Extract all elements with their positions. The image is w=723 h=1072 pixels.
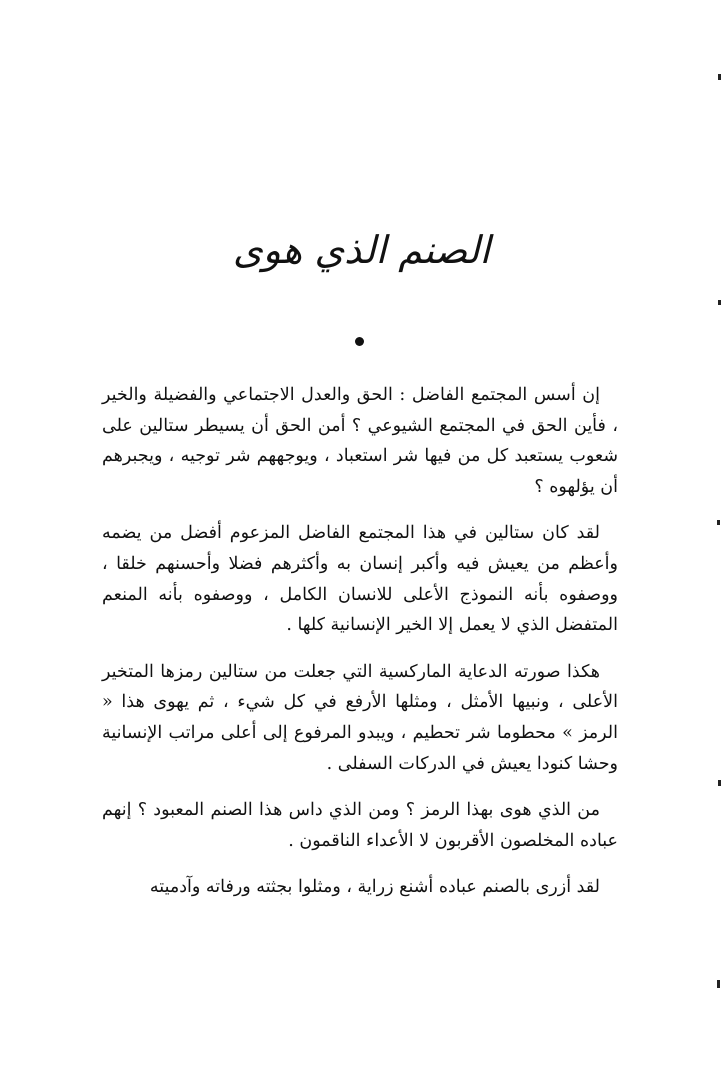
paragraph-2: لقد كان ستالين في هذا المجتمع الفاضل المزعوم أفضل من يضمه وأعظم من يعيش فيه وأكبر إنسان به وأكثرهم فضلا وأحسنهم خلقا ، ووصفوه بأنه النموذج الأعلى للانسان الكامل ، ووصفوه بأنه المنعم المتفضل الذي لا يعمل إلا الخير الإنسانية كلها . (102, 523, 618, 636)
margin-mark (718, 780, 721, 786)
body-text (102, 380, 618, 903)
chapter-title: الصنم الذي هوى (232, 228, 491, 272)
paragraph-4: من الذي هوى بهذا الرمز ؟ ومن الذي داس هذا الصنم المعبود ؟ إنهم عباده المخلصون الأقربون لا الأعداء الناقمون . (102, 800, 618, 851)
paragraph-5: لقد أزرى بالصنم عباده أشنع زراية ، ومثلوا بجثته ورفاته وآدميته (149, 877, 600, 898)
paragraph-1: إن أسس المجتمع الفاضل : الحق والعدل الاجتماعي والفضيلة والخير ، فأين الحق في المجتمع الشيوعي ؟ أمن الحق أن يسيطر ستالين على شعوب يستعبد كل من فيها شر استعباد ، ويوجههم شر توجيه ، ويجبرهم أن يؤلهوه ؟ (102, 385, 618, 497)
margin-mark (718, 74, 721, 80)
paragraph-3: هكذا صورته الدعاية الماركسية التي جعلت من ستالين رمزها المتخير الأعلى ، ونبيها الأمثل ، ومثلها الأرفع في كل شيء ، ثم يهوى هذا « الرمز » محطوما شر تحطيم ، ويبدو المرفوع إلى أعلى مراتب الإنسانية وحشا كنودا يعيش في الدركات السفلى . (102, 661, 618, 774)
margin-mark (717, 980, 720, 988)
margin-mark (718, 300, 721, 305)
margin-mark (717, 520, 720, 525)
section-bullet (355, 337, 364, 346)
